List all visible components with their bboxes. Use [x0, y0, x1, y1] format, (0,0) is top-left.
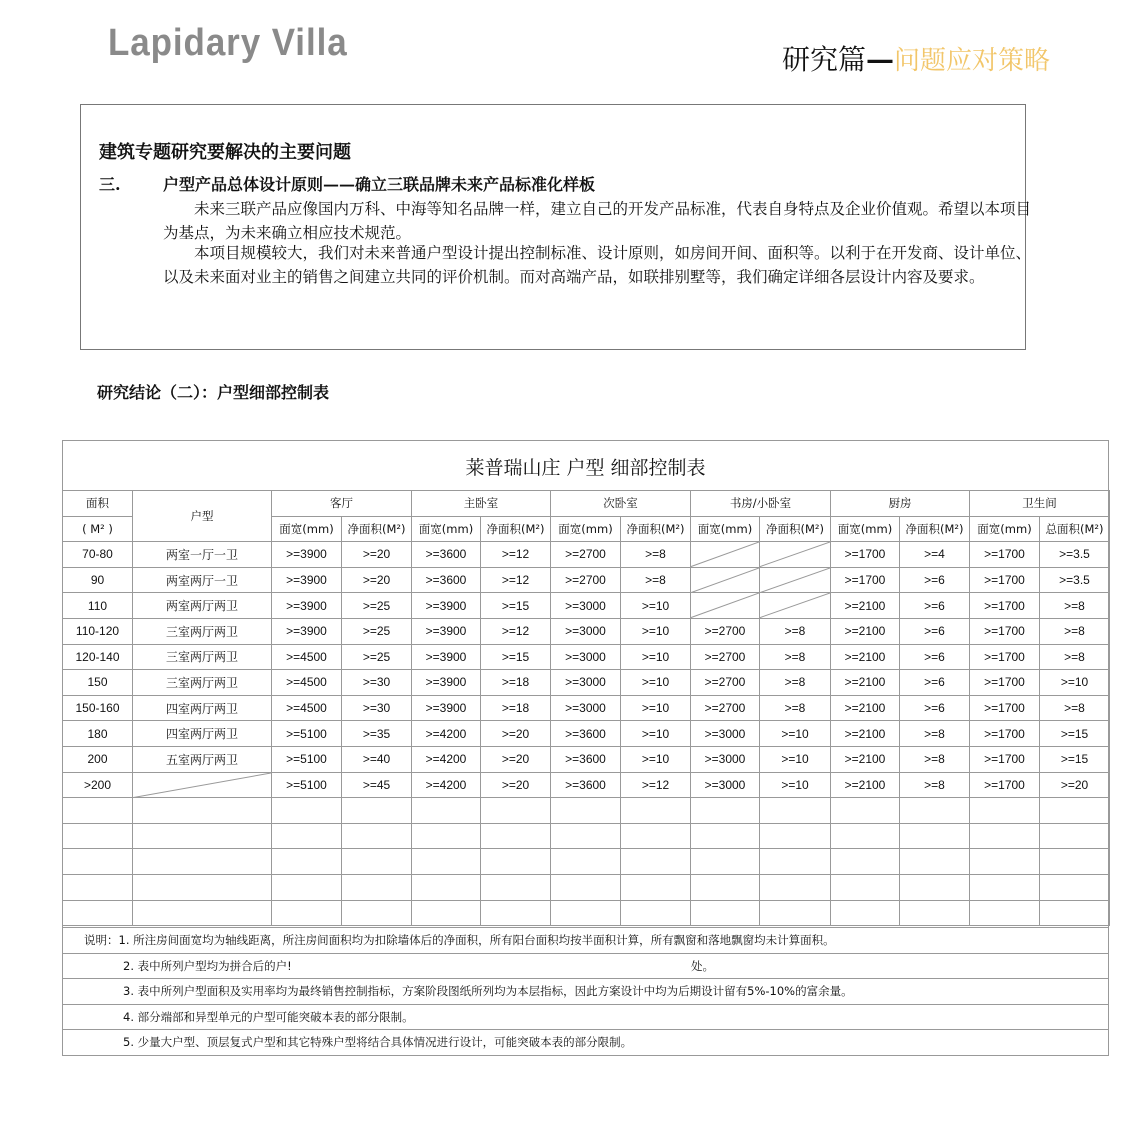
cell-value: >=10	[621, 721, 691, 747]
cell-value: >=3900	[412, 593, 481, 619]
table-row-empty	[63, 900, 1110, 926]
intro-paragraph-1: 未来三联产品应像国内万科、中海等知名品牌一样，建立自己的开发产品标准，代表自身特点及企业价值观。希望以本项目为基点，为未来确立相应技术规范。	[163, 200, 1032, 242]
cell-empty	[481, 823, 551, 849]
cell-empty	[760, 900, 831, 926]
cell-value: >=8	[760, 670, 831, 696]
cell-value: >=2100	[831, 644, 900, 670]
cell-value: >=3600	[551, 721, 621, 747]
cell-value: >=1700	[970, 542, 1040, 568]
cell-value: >=8	[900, 721, 970, 747]
cell-value: >=20	[481, 721, 551, 747]
header-group: 书房/小卧室	[691, 491, 831, 517]
cell-value: >=4500	[272, 644, 342, 670]
cell-empty	[342, 798, 412, 824]
cell-empty	[551, 900, 621, 926]
cell-value: >=8	[760, 644, 831, 670]
cell-empty	[272, 849, 342, 875]
cell-value: >=10	[621, 746, 691, 772]
cell-value: >=3000	[551, 695, 621, 721]
cell-value: >=20	[342, 542, 412, 568]
header-group: 主卧室	[412, 491, 551, 517]
cell-type: 两室两厅一卫	[133, 567, 272, 593]
header-area-unit: ( M² )	[63, 516, 133, 542]
cell-value: >=20	[342, 567, 412, 593]
subsection-label: 问题应对策略	[894, 46, 1051, 76]
table-row	[63, 695, 1110, 721]
cell-type	[133, 772, 272, 798]
cell-value: >=3600	[412, 542, 481, 568]
table-row-empty	[63, 874, 1110, 900]
cell-value: >=2100	[831, 721, 900, 747]
cell-area: 120-140	[63, 644, 133, 670]
cell-value: >=8	[621, 542, 691, 568]
table-row	[63, 746, 1110, 772]
cell-value: >=1700	[970, 695, 1040, 721]
cell-value: >=20	[481, 772, 551, 798]
cell-value: >=30	[342, 670, 412, 696]
cell-value: >=3600	[551, 746, 621, 772]
cell-empty	[900, 849, 970, 875]
cell-value: >=12	[481, 542, 551, 568]
cell-empty	[481, 849, 551, 875]
cell-empty	[133, 874, 272, 900]
diagonal-slash	[691, 593, 759, 618]
cell-value: >=3900	[412, 644, 481, 670]
cell-value	[691, 542, 760, 568]
cell-empty	[342, 849, 412, 875]
cell-empty	[691, 874, 760, 900]
cell-value	[760, 567, 831, 593]
cell-value: >=6	[900, 567, 970, 593]
diagonal-slash	[133, 773, 271, 798]
table-row	[63, 670, 1110, 696]
cell-empty	[691, 798, 760, 824]
cell-value: >=2100	[831, 593, 900, 619]
cell-empty	[412, 900, 481, 926]
table-row	[63, 772, 1110, 798]
note-line	[63, 978, 1108, 1004]
header-group: 次卧室	[551, 491, 691, 517]
cell-empty	[412, 874, 481, 900]
cell-value: >=2700	[691, 695, 760, 721]
cell-value: >=3.5	[1040, 542, 1110, 568]
cell-value: >=25	[342, 644, 412, 670]
cell-empty	[621, 874, 691, 900]
cell-value	[691, 567, 760, 593]
cell-value: >=6	[900, 644, 970, 670]
cell-value: >=3000	[551, 593, 621, 619]
cell-value: >=3900	[272, 542, 342, 568]
cell-type: 五室两厅两卫	[133, 746, 272, 772]
note-line	[63, 1029, 1108, 1055]
cell-value: >=3900	[412, 670, 481, 696]
cell-value: >=3900	[412, 618, 481, 644]
cell-value: >=4500	[272, 670, 342, 696]
cell-empty	[831, 798, 900, 824]
cell-empty	[1040, 900, 1110, 926]
cell-value: >=10	[760, 746, 831, 772]
cell-value	[760, 593, 831, 619]
note-text: 3. 表中所列户型面积及实用率均为最终销售控制指标，方案阶段图纸所列均为本层指标，因此方案设计中均为后期设计留有5%-10%的富余量。	[123, 984, 853, 999]
cell-value: >=3000	[691, 772, 760, 798]
note-text: 5. 少量大户型、顶层复式户型和其它特殊户型将结合具体情况进行设计，可能突破本表的部分限制。	[123, 1035, 633, 1050]
cell-value: >=10	[621, 695, 691, 721]
cell-value: >=3000	[551, 670, 621, 696]
diagonal-slash	[691, 568, 759, 593]
note-line	[63, 927, 1108, 953]
table-row-empty	[63, 823, 1110, 849]
cell-value: >=8	[1040, 618, 1110, 644]
header-subcolumn: 面宽(mm)	[412, 516, 481, 542]
intro-lead: 户型产品总体设计原则——确立三联品牌未来产品标准化样板	[163, 175, 596, 194]
cell-empty	[272, 874, 342, 900]
cell-empty	[481, 900, 551, 926]
cell-empty	[133, 798, 272, 824]
table-row	[63, 567, 1110, 593]
cell-value: >=15	[1040, 746, 1110, 772]
cell-value: >=6	[900, 670, 970, 696]
cell-value: >=40	[342, 746, 412, 772]
table-title: 莱普瑞山庄 户型 细部控制表	[63, 441, 1108, 491]
cell-value: >=4200	[412, 772, 481, 798]
cell-empty	[272, 900, 342, 926]
diagonal-slash	[691, 542, 759, 567]
table-row	[63, 542, 1110, 568]
intro-box	[80, 104, 1032, 350]
cell-empty	[551, 823, 621, 849]
cell-empty	[621, 798, 691, 824]
cell-value: >=2700	[551, 542, 621, 568]
cell-value: >=3600	[551, 772, 621, 798]
header-type: 户型	[133, 491, 272, 542]
cell-value: >=8	[1040, 695, 1110, 721]
cell-empty	[63, 798, 133, 824]
cell-value: >=2100	[831, 618, 900, 644]
cell-value: >=1700	[970, 772, 1040, 798]
cell-value: >=15	[1040, 721, 1110, 747]
cell-value: >=18	[481, 670, 551, 696]
cell-value: >=8	[1040, 644, 1110, 670]
cell-value: >=3000	[551, 644, 621, 670]
cell-empty	[970, 849, 1040, 875]
logo: Lapidary Villa	[108, 22, 348, 64]
table-row	[63, 721, 1110, 747]
table-row	[63, 593, 1110, 619]
cell-value: >=20	[481, 746, 551, 772]
cell-value: >=30	[342, 695, 412, 721]
cell-empty	[1040, 798, 1110, 824]
cell-empty	[551, 798, 621, 824]
cell-value: >=2700	[691, 644, 760, 670]
cell-value: >=10	[760, 721, 831, 747]
header-subcolumn: 面宽(mm)	[970, 516, 1040, 542]
control-table	[62, 490, 1110, 926]
cell-value: >=3600	[412, 567, 481, 593]
cell-value: >=8	[900, 772, 970, 798]
cell-value: >=10	[621, 644, 691, 670]
cell-value: >=8	[900, 746, 970, 772]
cell-value: >=15	[481, 644, 551, 670]
intro-paragraph-2: 本项目规模较大，我们对未来普通户型设计提出控制标准、设计原则，如房间开间、面积等。以利于在开发商、设计单位、以及未来面对业主的销售之间建立共同的评价机制。而对高端产品，如联排别墅等，我们确定详细各层设计内容及要求。	[163, 244, 1032, 286]
cell-value	[760, 542, 831, 568]
cell-empty	[272, 798, 342, 824]
header-group: 卫生间	[970, 491, 1110, 517]
cell-value: >=1700	[970, 644, 1040, 670]
cell-empty	[551, 849, 621, 875]
cell-empty	[63, 900, 133, 926]
cell-value: >=1700	[970, 746, 1040, 772]
cell-type: 四室两厅两卫	[133, 721, 272, 747]
cell-empty	[133, 900, 272, 926]
cell-area: 110-120	[63, 618, 133, 644]
cell-value: >=1700	[831, 542, 900, 568]
cell-value: >=3.5	[1040, 567, 1110, 593]
header-subcolumn: 净面积(M²)	[900, 516, 970, 542]
cell-empty	[970, 798, 1040, 824]
header-group: 厨房	[831, 491, 970, 517]
cell-empty	[342, 823, 412, 849]
cell-value: >=2100	[831, 670, 900, 696]
intro-heading: 建筑专题研究要解决的主要问题	[99, 142, 351, 163]
cell-empty	[133, 849, 272, 875]
cell-empty	[481, 798, 551, 824]
cell-value: >=8	[760, 618, 831, 644]
cell-empty	[900, 798, 970, 824]
cell-value: >=5100	[272, 772, 342, 798]
cell-type: 三室两厅两卫	[133, 670, 272, 696]
cell-value: >=10	[1040, 670, 1110, 696]
section-title	[782, 38, 1050, 78]
cell-value: >=6	[900, 618, 970, 644]
cell-empty	[621, 849, 691, 875]
cell-value: >=10	[621, 618, 691, 644]
cell-value: >=25	[342, 593, 412, 619]
cell-area: 110	[63, 593, 133, 619]
cell-value: >=1700	[831, 567, 900, 593]
intro-number: 三.	[99, 175, 121, 194]
cell-value: >=2700	[691, 618, 760, 644]
cell-type: 两室两厅两卫	[133, 593, 272, 619]
header-group: 客厅	[272, 491, 412, 517]
cell-empty	[1040, 823, 1110, 849]
note-text: 2. 表中所列户型均为拼合后的户!	[123, 958, 292, 973]
header-subcolumn: 面宽(mm)	[691, 516, 760, 542]
cell-value: >=15	[481, 593, 551, 619]
header-subcolumn: 总面积(M²)	[1040, 516, 1110, 542]
cell-empty	[831, 849, 900, 875]
note-tail: 处。	[691, 958, 714, 973]
cell-empty	[970, 874, 1040, 900]
cell-empty	[342, 900, 412, 926]
cell-empty	[342, 874, 412, 900]
cell-value: >=1700	[970, 567, 1040, 593]
cell-empty	[691, 900, 760, 926]
note-text: 说明：1. 所注房间面宽均为轴线距离，所注房间面积均为扣除墙体后的净面积，所有阳台面积均按半面积计算，所有飘窗和落地飘窗均未计算面积。	[84, 933, 835, 947]
cell-value: >=2100	[831, 772, 900, 798]
header-subcolumn: 净面积(M²)	[621, 516, 691, 542]
cell-empty	[831, 900, 900, 926]
cell-type: 四室两厅两卫	[133, 695, 272, 721]
cell-value: >=3000	[691, 746, 760, 772]
cell-type: 三室两厅两卫	[133, 644, 272, 670]
cell-value: >=6	[900, 695, 970, 721]
cell-area: 150	[63, 670, 133, 696]
cell-empty	[831, 874, 900, 900]
cell-empty	[63, 823, 133, 849]
cell-empty	[831, 823, 900, 849]
header-subcolumn: 面宽(mm)	[831, 516, 900, 542]
section-label: 研究篇	[782, 43, 867, 76]
cell-type: 两室一厅一卫	[133, 542, 272, 568]
cell-value: >=4500	[272, 695, 342, 721]
cell-value: >=6	[900, 593, 970, 619]
cell-value: >=45	[342, 772, 412, 798]
cell-value: >=3900	[412, 695, 481, 721]
cell-value: >=4	[900, 542, 970, 568]
cell-empty	[760, 823, 831, 849]
cell-value: >=4200	[412, 721, 481, 747]
cell-empty	[1040, 874, 1110, 900]
header-subcolumn: 净面积(M²)	[342, 516, 412, 542]
header-area: 面积	[63, 491, 133, 517]
cell-empty	[760, 798, 831, 824]
cell-value: >=4200	[412, 746, 481, 772]
header-subcolumn: 面宽(mm)	[272, 516, 342, 542]
cell-value: >=8	[1040, 593, 1110, 619]
cell-value	[691, 593, 760, 619]
cell-area: 70-80	[63, 542, 133, 568]
notes-section	[63, 927, 1108, 1055]
cell-value: >=3000	[691, 721, 760, 747]
cell-value: >=12	[621, 772, 691, 798]
cell-value: >=8	[760, 695, 831, 721]
cell-area: 150-160	[63, 695, 133, 721]
cell-value: >=2700	[551, 567, 621, 593]
cell-value: >=10	[621, 670, 691, 696]
cell-value: >=3000	[551, 618, 621, 644]
cell-empty	[900, 874, 970, 900]
cell-empty	[691, 823, 760, 849]
cell-value: >=20	[1040, 772, 1110, 798]
cell-value: >=2700	[691, 670, 760, 696]
cell-empty	[970, 823, 1040, 849]
note-line	[63, 1004, 1108, 1030]
table-row	[63, 644, 1110, 670]
cell-value: >=3900	[272, 567, 342, 593]
cell-value: >=2100	[831, 695, 900, 721]
cell-value: >=8	[621, 567, 691, 593]
cell-value: >=1700	[970, 618, 1040, 644]
header-subcolumn: 净面积(M²)	[760, 516, 831, 542]
cell-empty	[621, 900, 691, 926]
cell-empty	[621, 823, 691, 849]
cell-empty	[133, 823, 272, 849]
section-dash: —	[866, 43, 895, 76]
cell-area: >200	[63, 772, 133, 798]
table-row	[63, 618, 1110, 644]
cell-value: >=5100	[272, 746, 342, 772]
cell-empty	[412, 823, 481, 849]
diagonal-slash	[760, 568, 830, 593]
cell-empty	[481, 874, 551, 900]
cell-empty	[970, 900, 1040, 926]
cell-area: 180	[63, 721, 133, 747]
cell-empty	[272, 823, 342, 849]
cell-empty	[412, 798, 481, 824]
cell-value: >=25	[342, 618, 412, 644]
cell-empty	[760, 849, 831, 875]
cell-empty	[760, 874, 831, 900]
table-row-empty	[63, 849, 1110, 875]
cell-value: >=35	[342, 721, 412, 747]
cell-empty	[900, 900, 970, 926]
note-text: 4. 部分端部和异型单元的户型可能突破本表的部分限制。	[123, 1009, 414, 1024]
cell-empty	[63, 874, 133, 900]
cell-empty	[691, 849, 760, 875]
cell-value: >=1700	[970, 721, 1040, 747]
cell-empty	[1040, 849, 1110, 875]
cell-value: >=18	[481, 695, 551, 721]
header-subcolumn: 面宽(mm)	[551, 516, 621, 542]
cell-area: 200	[63, 746, 133, 772]
cell-type: 三室两厅两卫	[133, 618, 272, 644]
cell-value: >=12	[481, 567, 551, 593]
cell-value: >=3900	[272, 618, 342, 644]
header-row-groups	[63, 491, 1110, 517]
cell-empty	[900, 823, 970, 849]
cell-empty	[412, 849, 481, 875]
cell-area: 90	[63, 567, 133, 593]
table-row-empty	[63, 798, 1110, 824]
note-line	[63, 953, 1108, 979]
cell-empty	[63, 849, 133, 875]
cell-value: >=12	[481, 618, 551, 644]
diagonal-slash	[760, 593, 830, 618]
cell-value: >=10	[760, 772, 831, 798]
control-table-frame	[62, 440, 1109, 1056]
header-subcolumn: 净面积(M²)	[481, 516, 551, 542]
conclusion-title: 研究结论（二）：户型细部控制表	[97, 383, 330, 402]
cell-value: >=2100	[831, 746, 900, 772]
cell-value: >=1700	[970, 593, 1040, 619]
cell-value: >=1700	[970, 670, 1040, 696]
diagonal-slash	[760, 542, 830, 567]
cell-empty	[551, 874, 621, 900]
cell-value: >=3900	[272, 593, 342, 619]
cell-value: >=5100	[272, 721, 342, 747]
cell-value: >=10	[621, 593, 691, 619]
